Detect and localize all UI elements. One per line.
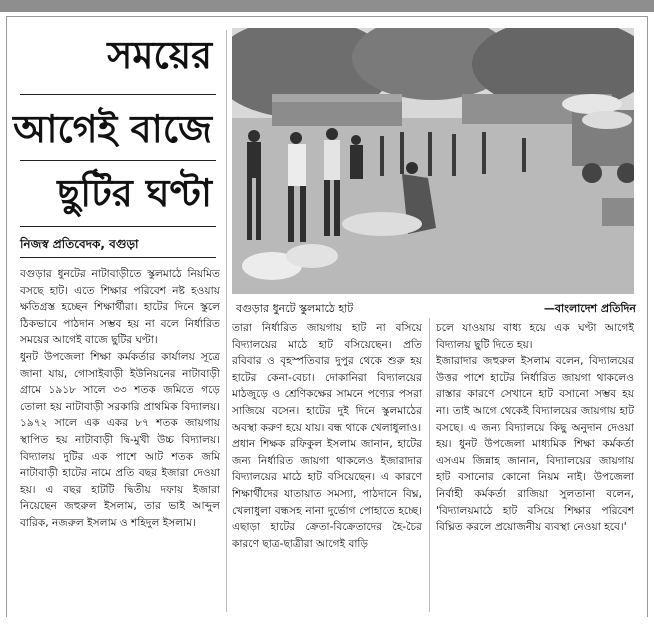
article-column-1 bbox=[20, 266, 220, 612]
headline-line-2: আগেই বাজে bbox=[13, 106, 212, 151]
market-photo bbox=[232, 28, 634, 294]
paragraph: চলে যাওয়ায় বাধ্য হয়ে এক ঘণ্টা আগেই বিদ্যালয় ছুটি দিতে হয়। bbox=[436, 322, 634, 351]
photo-caption: বগুড়ার ধুনটে স্কুলমাঠে হাট bbox=[236, 302, 354, 315]
paragraph: তারা নির্ধারিত জায়গায় হাট না বসিয়ে বিদ্যালয়ের মাঠে হাট বসিয়েছেন। প্রতি রবিবার ও বৃহস্পতিবার দুপুর থেকে শুরু হয় হাটের কেনা-বেচা। দোকানিরা বিদ্যালয়ের মাঠজুড়ে ও শ্রেণিকক্ষের সামনে পণ্যের পসরা সাজিয়ে বসেন। হাটের দুই দিনে স্কুলমাঠের অবস্থা করুণ হয়ে যায়। বন্ধ থাকে খেলাধুলাও। bbox=[232, 322, 422, 434]
article-column-3 bbox=[436, 320, 634, 612]
headline-line-1: সময়ের bbox=[107, 32, 212, 77]
byline-divider bbox=[20, 257, 216, 258]
column-divider-1 bbox=[226, 30, 227, 612]
headline-divider-1 bbox=[20, 94, 216, 95]
headline-divider-3 bbox=[20, 226, 216, 227]
article-column-2 bbox=[232, 320, 422, 612]
paragraph: প্রধান শিক্ষক রফিকুল ইসলাম জানান, হাটের জন্য নির্ধারিত জায়গা থাকলেও ইজারাদার বিদ্যালয়ের মাঠে হাট বসিয়েছেন। এ কারণে শিক্ষার্থীদের যাতায়াত সমস্যা, পাঠদানে বিঘ্ন, খেলাধুলা বন্ধসহ নানা দুর্ভোগ পোহাতে হচ্ছে। এছাড়া হাটের ক্রেতা-বিক্রেতাদের হৈ-চৈর কারণে ছাত্র-ছাত্রীরা আগেই বাড়ি bbox=[232, 438, 422, 550]
byline: নিজস্ব প্রতিবেদক, বগুড়া bbox=[20, 237, 139, 251]
photo-illustration bbox=[232, 28, 634, 294]
top-border-bar bbox=[0, 0, 654, 12]
paragraph: বগুড়ার ধুনটের নাটাবাড়ীতে স্কুলমাঠে নিয়মিত বসছে হাট। এতে শিক্ষার পরিবেশ নষ্ট হওয়ায় ক্ষতিগ্রস্ত হচ্ছেন শিক্ষার্থীরা। হাটের দিনে স্কুলে ঠিকভাবে পাঠদান সম্ভব হয় না বলে নির্ধারিত সময়ের আগেই বাজে ছুটির ঘণ্টা। bbox=[20, 268, 220, 347]
headline-divider-2 bbox=[20, 160, 216, 161]
photo-credit: —বাংলাদেশ প্রতিদিন bbox=[543, 302, 636, 315]
headline-line-3: ছুটির ঘণ্টা bbox=[57, 170, 212, 215]
paragraph: ইজারাদার জহুরুল ইসলাম বলেন, বিদ্যালয়ের উত্তর পাশে হাটের নির্ধারিত জায়গা থাকলেও রাস্তার কারণে সেখানে হাট বসানো সম্ভব হয় না। তাই আগে থেকেই বিদ্যালয়ের জায়গায় হাট বসছে। এ জন্য বিদ্যালয়ে কিছু অনুদান দেওয়া হয়। ধুনট উপজেলা মাধ্যমিক শিক্ষা কর্মকর্তা এসএম জিন্নাহ জানান, বিদ্যালয়ের জায়গায় হাট বসানোর কোনো নিয়ম নাই। উপজেলা নির্বাহী কর্মকর্তা রাজিয়া সুলতানা বলেন, 'বিদ্যালয়মাঠে হাট বসিয়ে শিক্ষার পরিবেশ বিঘ্নিত করলে প্রয়োজনীয় ব্যবস্থা নেওয়া হবে।' bbox=[436, 355, 634, 534]
column-divider-2 bbox=[429, 318, 430, 612]
paragraph: ধুনট উপজেলা শিক্ষা কর্মকর্তার কার্যালয় সূত্রে জানা যায়, গোসাইবাড়ী ইউনিয়নের নাটাবাড়ী গ্রামে ১৯১৮ সালে ৩৩ শতক জমিতে গড়ে তোলা হয় নাটাবাড়ী সরকারি প্রাথমিক বিদ্যালয়। ১৯৭২ সালে এক একর ৮৭ শতক জায়গায় স্থাপিত হয় নাটাবাড়ী দ্বি-মুখী উচ্চ বিদ্যালয়। বিদ্যালয় দুটির এক পাশে আট শতক জমি নাটাবাড়ী হাটের নামে প্রতি বছর ইজারা দেওয়া হয়। এ বছর হাটটি দ্বিতীয় দফায় ইজারা নিয়েছেন জহুরুল ইসলাম, তার ভাই আব্দুল বারিক, নজরুল ইসলাম ও শহিদুল ইসলাম। bbox=[20, 350, 220, 529]
